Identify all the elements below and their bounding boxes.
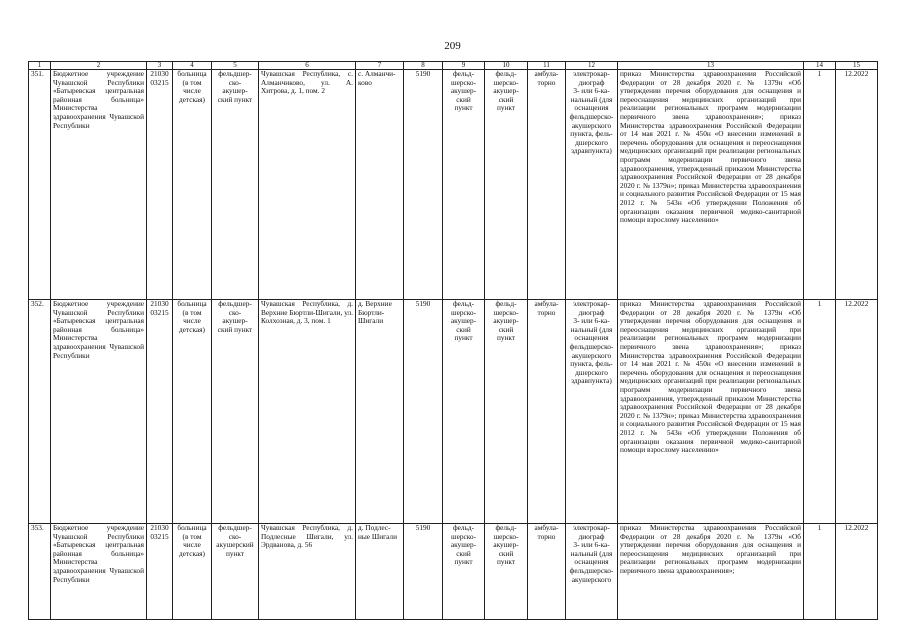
- column-header: 4: [173, 62, 212, 70]
- population-count: 5190: [404, 524, 443, 620]
- table-row: [29, 300, 878, 524]
- unit-type: фельдшер- ско- акушер- ский пункт: [212, 300, 259, 524]
- column-header: 14: [804, 62, 836, 70]
- legal-basis: приказ Министерства здравоохранения Российской Федерации от 28 декабря 2020 г. № 1379н «Об утверждении перечня оборудования для оснащения и переоснащения медицинских организаций при реализации региональных программ модернизации первичного звена здравоохранения»; приказ Министерства здравоохранения Российской Федерации от 14 мая 2021 г. № 450н «О внесении изменений в перечень оборудования для оснащения и переоснащения медицинских организаций при реализации региональных программ модернизации первичного звена здравоохранения, утвержденный приказом Министерства здравоохранения Российской Федерации от 28 декабря 2020 г. № 1379н»; приказ Министерства здравоохранения и социального развития Российской Федерации от 15 мая 2012 г. № 543н «Об утверждении Положения об организации оказания первичной медико-санитарной помощи взрослому населению»: [618, 300, 804, 524]
- row-number: 352.: [29, 300, 51, 524]
- quantity: 1: [804, 70, 836, 300]
- unit-kind-2: фельд- шерско- акушер- ский пункт: [485, 524, 528, 620]
- equipment: электрокар- диограф 3- или 6-ка- нальный (для оснащения фельдшерско- акушерского пункта, фель- дшерского здравпункта): [566, 300, 618, 524]
- column-header: 10: [485, 62, 528, 70]
- org-code: 21030 03215: [147, 524, 173, 620]
- column-header: 6: [259, 62, 356, 70]
- population-count: 5190: [404, 70, 443, 300]
- org-code: 21030 03215: [147, 70, 173, 300]
- table-row: [29, 524, 878, 620]
- care-mode: амбула- торно: [528, 300, 566, 524]
- population-count: 5190: [404, 300, 443, 524]
- equipment: электрокар- диограф 3- или 6-ка- нальный (для оснащения фельдшерско- акушерского пункта, фель- дшерского здравпункта): [566, 70, 618, 300]
- column-header: 3: [147, 62, 173, 70]
- column-header: 7: [356, 62, 404, 70]
- unit-kind-2: фельд- шерско- акушер- ский пункт: [485, 300, 528, 524]
- row-number: 353.: [29, 524, 51, 620]
- column-header: 13: [618, 62, 804, 70]
- column-header: 5: [212, 62, 259, 70]
- column-header: 2: [51, 62, 147, 70]
- unit-kind: фельд- шерско- акушер- ский пункт: [443, 524, 485, 620]
- institution-type: больница (в том числе детская): [173, 300, 212, 524]
- table-row: [29, 70, 878, 300]
- column-header: 11: [528, 62, 566, 70]
- settlement: д. Верхние Бюртли- Шигали: [356, 300, 404, 524]
- organization-name: Бюджетное учреждение Чувашской Республики «Батыревская центральная районная больница» Министерства здравоохранения Чувашской Республики: [51, 524, 147, 620]
- deadline: 12.2022: [836, 300, 878, 524]
- unit-type: фельдшер- ско- акушерский пункт: [212, 524, 259, 620]
- legal-basis: приказ Министерства здравоохранения Российской Федерации от 28 декабря 2020 г. № 1379н «Об утверждении перечня оборудования для оснащения и переоснащения медицинских организаций при реализации региональных программ модернизации первичного звена здравоохранения»; приказ Министерства здравоохранения Российской Федерации от 14 мая 2021 г. № 450н «О внесении изменений в перечень оборудования для оснащения и переоснащения медицинских организаций при реализации региональных программ модернизации первичного звена здравоохранения, утвержденный приказом Министерства здравоохранения Российской Федерации от 28 декабря 2020 г. № 1379н»; приказ Министерства здравоохранения и социального развития Российской Федерации от 15 мая 2012 г. № 543н «Об утверждении Положения об организации оказания первичной медико-санитарной помощи взрослому населению»: [618, 70, 804, 300]
- column-header: 15: [836, 62, 878, 70]
- unit-kind: фельд- шерско- акушер- ский пункт: [443, 70, 485, 300]
- column-header: 12: [566, 62, 618, 70]
- deadline: 12.2022: [836, 70, 878, 300]
- organization-name: Бюджетное учреждение Чувашской Республики «Батыревская центральная районная больница» Министерства здравоохранения Чувашской Республики: [51, 70, 147, 300]
- quantity: 1: [804, 300, 836, 524]
- institution-type: больница (в том числе детская): [173, 524, 212, 620]
- row-number: 351.: [29, 70, 51, 300]
- legal-basis: приказ Министерства здравоохранения Российской Федерации от 28 декабря 2020 г. № 1379н «Об утверждении перечня оборудования для оснащения и переоснащения медицинских организаций при реализации региональных программ модернизации первичного звена здравоохранения»;: [618, 524, 804, 620]
- institution-type: больница (в том числе детская): [173, 70, 212, 300]
- page-number: 209: [444, 40, 461, 52]
- care-mode: амбула- торно: [528, 70, 566, 300]
- unit-kind-2: фельд- шерско- акушер- ский пункт: [485, 70, 528, 300]
- equipment: электрокар- диограф 3- или 6-ка- нальный (для оснащения фельдшерско- акушерского: [566, 524, 618, 620]
- org-code: 21030 03215: [147, 300, 173, 524]
- unit-type: фельдшер- ско- акушер- ский пункт: [212, 70, 259, 300]
- address: Чувашская Республика, д. Верхние Бюртли-Шигали, ул. Колхозная, д. 3, пом. 1: [259, 300, 356, 524]
- care-mode: амбула- торно: [528, 524, 566, 620]
- organization-name: Бюджетное учреждение Чувашской Республики «Батыревская центральная районная больница» Министерства здравоохранения Чувашской Республики: [51, 300, 147, 524]
- column-header: 9: [443, 62, 485, 70]
- unit-kind: фельд- шерско- акушер- ский пункт: [443, 300, 485, 524]
- address: Чувашская Республика, д. Подлесные Шигали, ул. Эрдванова, д. 56: [259, 524, 356, 620]
- settlement: с. Алманчи- ково: [356, 70, 404, 300]
- column-header: 1: [29, 62, 51, 70]
- column-header: 8: [404, 62, 443, 70]
- address: Чувашская Республика, с. Алманчиково, ул. А. Хитрова, д. 1, пом. 2: [259, 70, 356, 300]
- registry-table: [28, 61, 878, 620]
- settlement: д. Подлес- ные Шигали: [356, 524, 404, 620]
- quantity: 1: [804, 524, 836, 620]
- deadline: 12.2022: [836, 524, 878, 620]
